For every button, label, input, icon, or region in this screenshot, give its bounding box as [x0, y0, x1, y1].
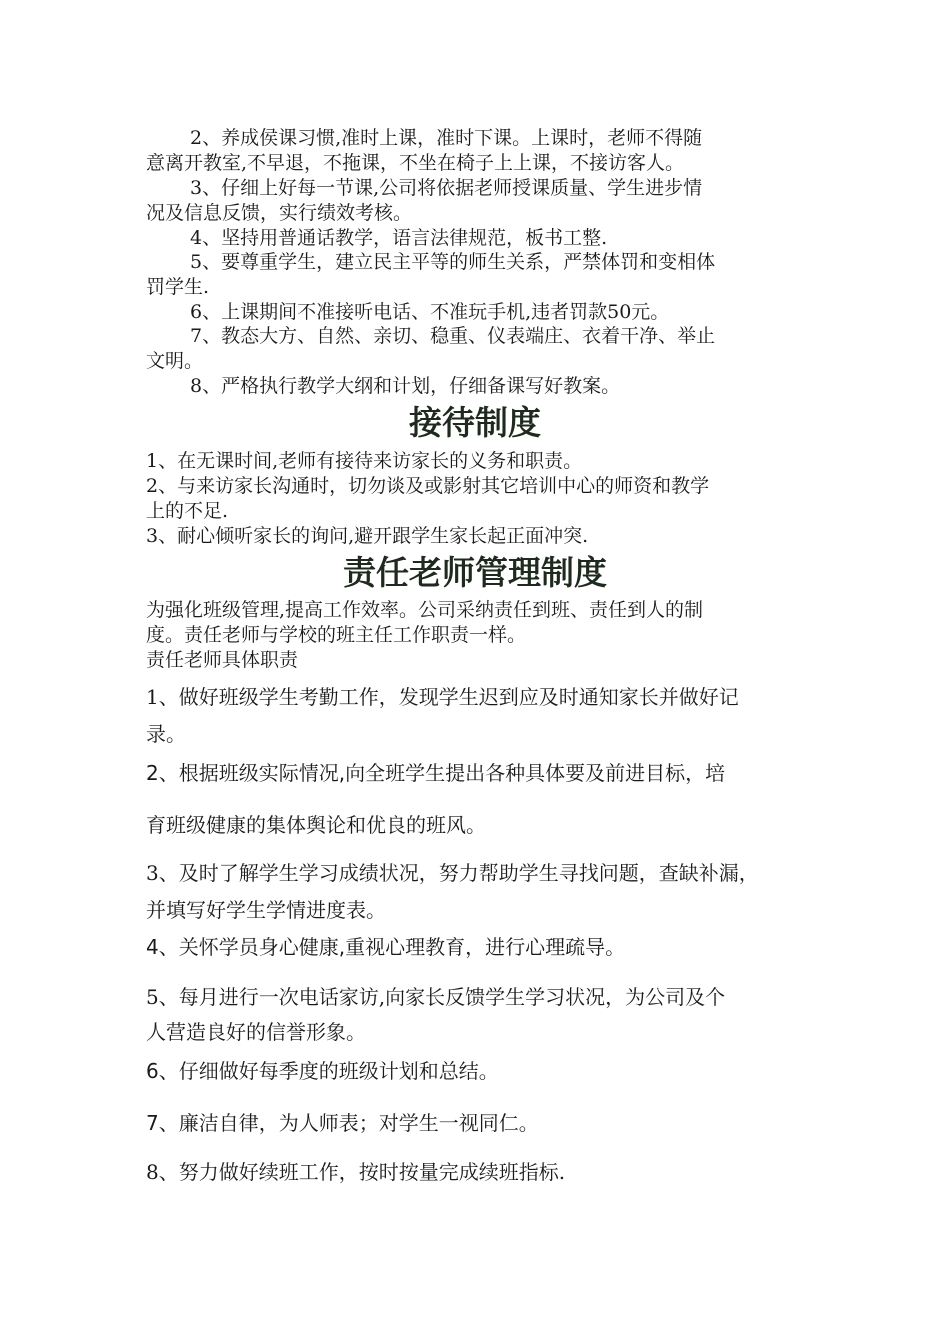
responsibility-heading: 责任老师管理制度	[343, 553, 607, 592]
rule-7-line-1: 7、教态大方、自然、亲切、稳重、仪表端庄、衣着干净、举止	[190, 325, 716, 347]
duty-1-line-2: 录。	[146, 722, 186, 746]
rule-3-line-1: 3、仔细上好每一节课,公司将依据老师授课质量、学生进步情	[190, 177, 703, 199]
reception-item-3: 3、耐心倾听家长的询问,避开跟学生家长起正面冲突.	[146, 525, 589, 547]
responsibility-subtitle: 责任老师具体职责	[146, 649, 299, 671]
duty-2-line-2: 育班级健康的集体舆论和优良的班风。	[146, 813, 486, 837]
duty-2-line-1: 2、根据班级实际情况,向全班学生提出各种具体要及前进目标，培	[146, 761, 726, 785]
duty-1-line-1: 1、做好班级学生考勤工作，发现学生迟到应及时通知家长并做好记	[146, 685, 739, 709]
rule-5-line-1: 5、要尊重学生，建立民主平等的师生关系，严禁体罚和变相体	[190, 251, 716, 273]
rule-2-line-1: 2、养成侯课习惯,准时上课，准时下课。上课时，老师不得随	[190, 127, 703, 149]
duty-5-line-1: 5、每月进行一次电话家访,向家长反馈学生学习状况，为公司及个	[146, 985, 726, 1009]
rule-8-line: 8、严格执行教学大纲和计划，仔细备课写好教案。	[190, 375, 621, 397]
duty-8: 8、努力做好续班工作，按时按量完成续班指标.	[146, 1160, 566, 1184]
rule-3-line-2: 况及信息反馈，实行绩效考核。	[146, 202, 413, 224]
rule-2-line-2: 意离开教室,不早退，不拖课，不坐在椅子上上课，不接访客人。	[146, 152, 685, 174]
reception-item-2-line-1: 2、与来访家长沟通时，切勿谈及或影射其它培训中心的师资和教学	[146, 475, 710, 497]
reception-item-2-line-2: 上的不足.	[146, 500, 229, 522]
duty-5-line-2: 人营造良好的信誉形象。	[146, 1020, 366, 1044]
duty-7: 7、廉洁自律，为人师表；对学生一视同仁。	[146, 1111, 539, 1135]
rule-5-line-2: 罚学生.	[146, 276, 210, 298]
duty-3-line-1: 3、及时了解学生学习成绩状况，努力帮助学生寻找问题，查缺补漏，	[146, 861, 759, 885]
rule-4-line: 4、坚持用普通话教学，语言法律规范，板书工整.	[190, 227, 608, 249]
responsibility-intro-line-2: 度。责任老师与学校的班主任工作职责一样。	[146, 624, 527, 646]
reception-heading: 接待制度	[409, 403, 541, 442]
rule-7-line-2: 文明。	[146, 350, 204, 372]
duty-6: 6、仔细做好每季度的班级计划和总结。	[146, 1059, 499, 1083]
duty-3-line-2: 并填写好学生学情进度表。	[146, 898, 386, 922]
rule-6-line: 6、上课期间不准接听电话、不准玩手机,违者罚款50元。	[190, 301, 670, 323]
responsibility-intro-line-1: 为强化班级管理,提高工作效率。公司采纳责任到班、责任到人的制	[146, 599, 704, 621]
reception-item-1: 1、在无课时间,老师有接待来访家长的义务和职责。	[146, 450, 583, 472]
duty-4: 4、关怀学员身心健康,重视心理教育，进行心理疏导。	[146, 935, 626, 959]
